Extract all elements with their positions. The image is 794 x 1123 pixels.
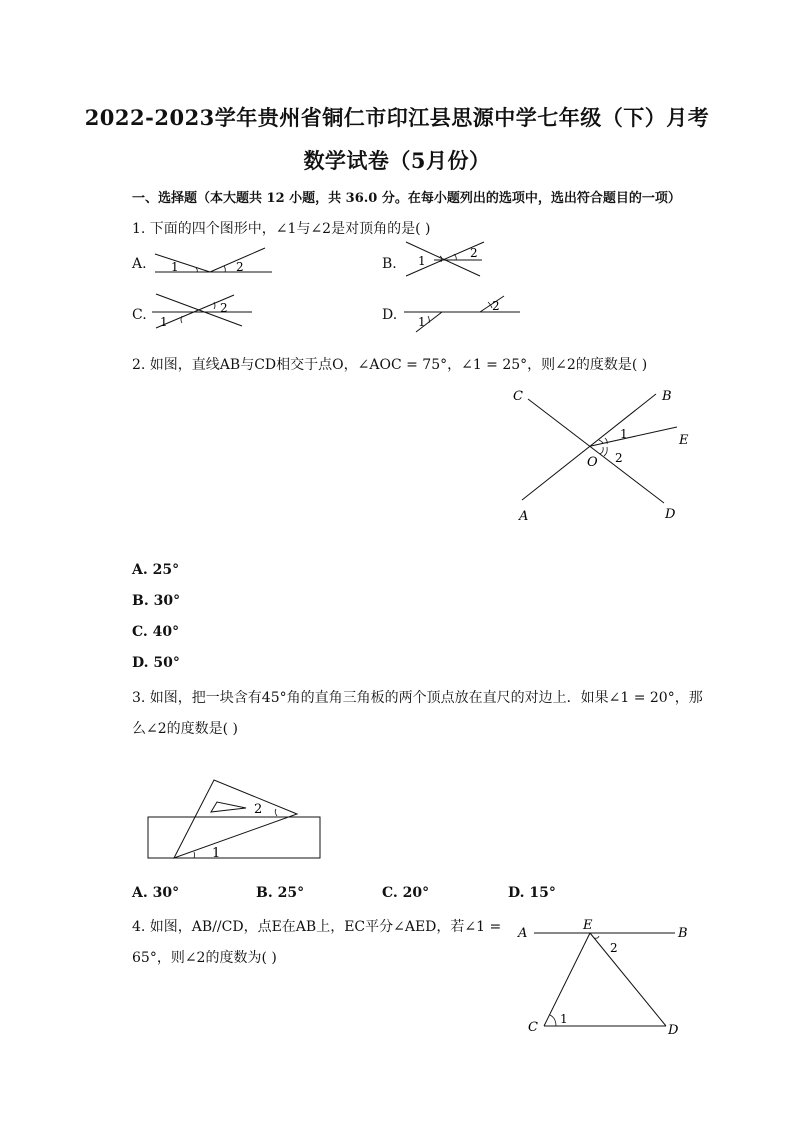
q2-stem: 2. 如图，直线AB与CD相交于点O，∠AOC = 75°，∠1 = 25°，则∠2的度数是( ) <box>132 357 648 373</box>
q2-option-d: D. 50° <box>132 655 180 671</box>
q1-option-a-label: A. <box>132 256 147 272</box>
q3-option-d: D. 15° <box>508 885 556 901</box>
q1d-angle1-label: 1 <box>418 315 426 329</box>
page-title-line1: 2022-2023学年贵州省铜仁市印江县思源中学七年级（下）月考 <box>84 105 710 130</box>
q2-label-d: D <box>665 507 676 522</box>
q2-figure <box>505 382 705 528</box>
q1d-angle2-label: 2 <box>492 299 500 313</box>
q1a-angle1-label: 1 <box>171 260 179 274</box>
q3-stem-line1: 3. 如图，把一块含有45°角的直角三角板的两个顶点放在直尺的对边上．如果∠1 = 20°，那 <box>132 690 703 706</box>
q2-label-o: O <box>587 455 598 470</box>
q4-figure <box>512 916 702 1044</box>
q4-stem-line2: 65°，则∠2的度数为( ) <box>132 950 277 966</box>
q2-label-e: E <box>679 433 689 448</box>
q2-label-a: A <box>519 509 529 524</box>
page-title-line2: 数学试卷（5月份） <box>303 148 491 173</box>
q1-figure-a <box>150 244 280 278</box>
q4-label-angle2: 2 <box>610 941 618 955</box>
q3-stem-line2: 么∠2的度数是( ) <box>132 721 239 737</box>
q4-label-angle1: 1 <box>560 1012 568 1026</box>
q1b-angle1-label: 1 <box>418 254 426 268</box>
q4-label-a: A <box>518 926 528 941</box>
q3-label-angle1: 1 <box>212 846 221 861</box>
section-header: 一、选择题（本大题共 12 小题，共 36.0 分。在每小题列出的选项中，选出符合题目的一项） <box>132 191 681 206</box>
q2-label-c: C <box>513 389 523 404</box>
q4-stem-line1: 4. 如图，AB//CD，点E在AB上，EC平分∠AED，若∠1 = <box>132 919 502 935</box>
q1-figure-c <box>148 290 258 330</box>
q3-label-angle2: 2 <box>254 802 263 817</box>
q1-figure-d <box>400 292 526 336</box>
q1c-angle2-label: 2 <box>220 301 228 315</box>
q1-option-b-label: B. <box>382 256 397 272</box>
q4-label-b: B <box>678 926 688 941</box>
q3-option-c: C. 20° <box>382 885 430 901</box>
q1-option-d-label: D. <box>382 307 398 323</box>
q2-option-b: B. 30° <box>132 593 181 609</box>
q1-figure-b <box>398 238 490 282</box>
q3-option-b: B. 25° <box>256 885 305 901</box>
q2-label-b: B <box>662 389 672 404</box>
q1-option-c-label: C. <box>132 307 147 323</box>
q1c-angle1-label: 1 <box>160 315 168 329</box>
q2-option-a: A. 25° <box>132 562 180 578</box>
q3-figure <box>144 776 328 866</box>
q1a-angle2-label: 2 <box>236 260 244 274</box>
q4-label-d: D <box>668 1023 679 1038</box>
q2-label-angle2: 2 <box>615 451 623 465</box>
q1-stem: 1. 下面的四个图形中，∠1与∠2是对顶角的是( ) <box>132 221 431 237</box>
q2-label-angle1: 1 <box>620 427 628 441</box>
q2-option-c: C. 40° <box>132 624 180 640</box>
q4-label-e: E <box>583 918 593 933</box>
q1b-angle2-label: 2 <box>470 246 478 260</box>
q4-label-c: C <box>528 1020 538 1035</box>
q3-option-a: A. 30° <box>132 885 180 901</box>
